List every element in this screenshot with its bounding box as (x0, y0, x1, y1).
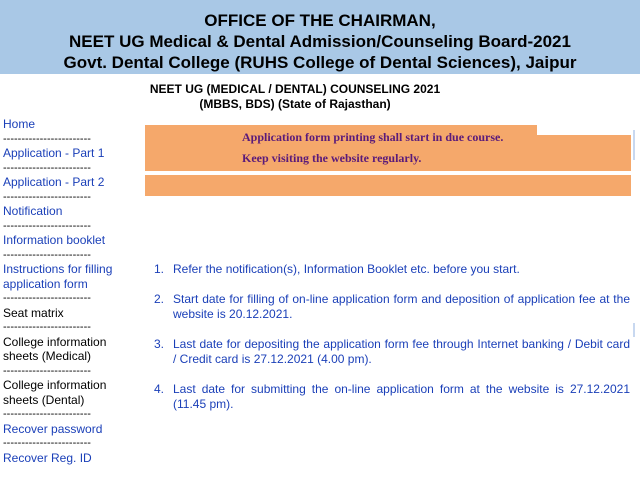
sidebar-separator: ------------------------ (3, 408, 91, 420)
notice-box-notch (537, 125, 631, 135)
list-item (154, 292, 630, 323)
sidebar-item-label-line1: College information (3, 378, 107, 392)
counseling-title: NEET UG (MEDICAL / DENTAL) COUNSELING 2021 (149, 82, 441, 96)
counseling-subtitle: (MBBS, BDS) (State of Rajasthan) (199, 97, 391, 111)
sidebar-item-label-line2: sheets (Medical) (3, 349, 92, 363)
list-item (154, 262, 630, 278)
sidebar-separator: ------------------------ (3, 132, 91, 145)
notice-bar (145, 175, 631, 196)
list-number: 4. (154, 381, 165, 396)
counseling-heading (0, 82, 590, 112)
sidebar-item-home[interactable]: Home (3, 117, 36, 131)
sidebar-separator: ------------------------ (3, 437, 91, 449)
list-number: 2. (154, 291, 165, 306)
sidebar-item-notification[interactable]: Notification (3, 204, 63, 218)
page-header (0, 0, 640, 74)
sidebar-separator: ------------------------ (3, 190, 91, 203)
header-title: OFFICE OF THE CHAIRMAN, (204, 11, 436, 30)
header-college-name: Govt. Dental College (RUHS College of Dental Sciences), Jaipur (63, 53, 577, 72)
sidebar-separator: ------------------------ (3, 292, 91, 304)
notice-printing-text: Application form printing shall start in due course. (242, 130, 504, 144)
sidebar-item-application-part-2[interactable]: Application - Part 2 (3, 175, 105, 189)
sidebar-separator: ------------------------ (3, 321, 91, 333)
sidebar-item-label-line1: Instructions for filling (3, 262, 113, 276)
list-item (154, 337, 630, 368)
sidebar-item-recover-reg-id[interactable]: Recover Reg. ID (3, 450, 92, 465)
notice-visit-text: Keep visiting the website regularly. (242, 151, 422, 165)
sidebar-separator: ------------------------ (3, 248, 91, 261)
list-item (154, 382, 630, 413)
sidebar-item-college-info-medical (3, 335, 138, 364)
sidebar-item-label-line2: sheets (Dental) (3, 392, 85, 407)
sidebar-item-label-line2: application form (3, 276, 88, 291)
scroll-indicator (633, 323, 635, 337)
sidebar-item-college-info-dental (3, 378, 138, 407)
sidebar-separator: ------------------------ (3, 219, 91, 232)
sidebar-item-application-part-1[interactable]: Application - Part 1 (3, 146, 105, 160)
sidebar-item-instructions[interactable] (3, 262, 138, 291)
scroll-indicator (633, 130, 635, 160)
sidebar-nav (3, 117, 138, 465)
list-text: Last date for depositing the application form fee through Internet banking / Debit card / Credit card is 27.12.2021 (4.00 pm). (173, 336, 630, 366)
list-number: 3. (154, 336, 165, 351)
sidebar-item-seat-matrix: Seat matrix (3, 305, 64, 320)
instructions-list (154, 262, 630, 427)
list-text: Start date for filling of on-line application form and deposition of application fee at the website is 20.12.2021. (173, 291, 630, 321)
header-board-name: NEET UG Medical & Dental Admission/Counseling Board-2021 (69, 32, 571, 51)
sidebar-item-recover-password[interactable]: Recover password (3, 421, 103, 436)
list-text: Last date for submitting the on-line application form at the website is 27.12.2021 (11.45 pm). (173, 381, 630, 411)
list-number: 1. (154, 262, 165, 276)
sidebar-item-label-line1: College information (3, 334, 107, 349)
list-text: Refer the notification(s), Information Booklet etc. before you start. (173, 262, 520, 276)
sidebar-separator: ------------------------ (3, 161, 91, 174)
sidebar-item-information-booklet[interactable]: Information booklet (3, 233, 106, 247)
sidebar-separator: ------------------------ (3, 364, 91, 377)
